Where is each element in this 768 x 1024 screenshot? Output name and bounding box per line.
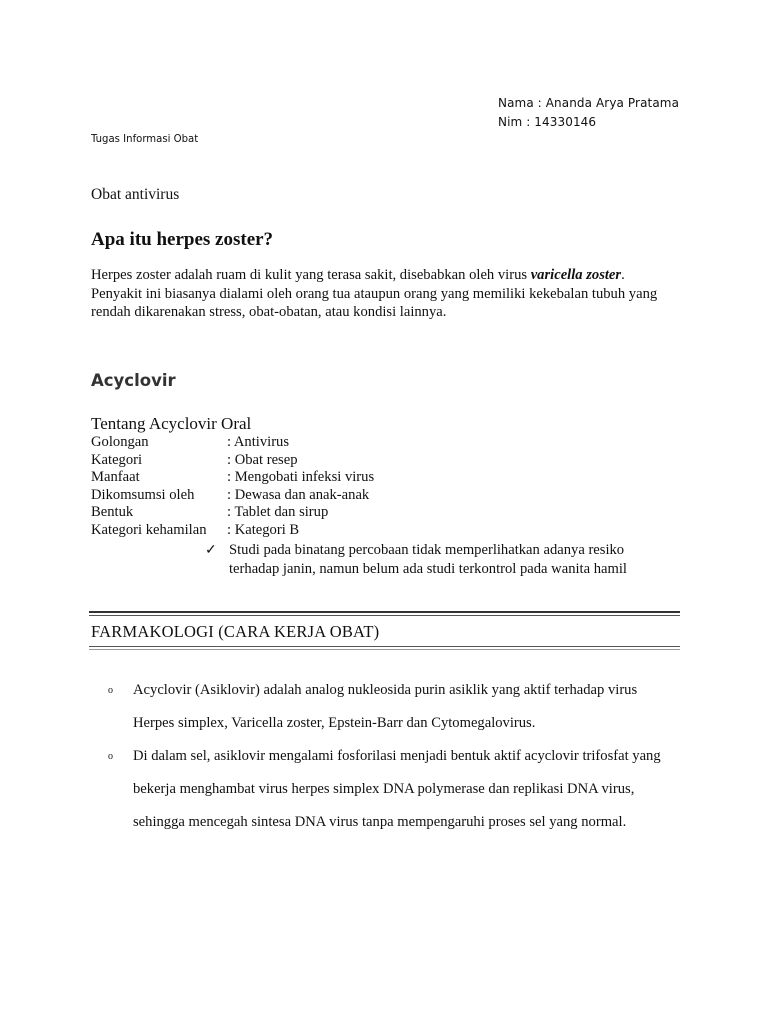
- circle-bullet-icon: o: [108, 685, 113, 696]
- info-row: [91, 434, 374, 452]
- pharmacology-heading: FARMAKOLOGI (CARA KERJA OBAT): [91, 622, 380, 641]
- info-label: Kategori: [91, 451, 143, 468]
- about-title: Tentang Acyclovir Oral: [91, 414, 252, 433]
- info-row: [91, 522, 374, 540]
- info-row: [91, 469, 374, 487]
- list-item-line: sehingga mencegah sintesa DNA virus tanpa mempengaruhi proses sel yang normal.: [133, 814, 627, 830]
- assignment-title: Tugas Informasi Obat: [91, 132, 199, 145]
- section-divider-bottom: [89, 646, 680, 647]
- drug-name-heading: Acyclovir: [91, 371, 176, 390]
- intro-line-3: rendah dikarenakan stress, obat-obatan, atau kondisi lainnya.: [91, 304, 447, 320]
- pregnancy-note: [205, 541, 627, 579]
- intro-line-1-text: Herpes zoster adalah ruam di kulit yang terasa sakit, disebabkan oleh virus: [91, 267, 531, 283]
- list-item-line: Di dalam sel, asiklovir mengalami fosforilasi menjadi bentuk aktif acyclovir trifosfat yang: [133, 748, 661, 764]
- student-info: [498, 94, 679, 132]
- intro-line-1-suffix: .: [621, 267, 625, 283]
- section-divider-bottom-thin: [89, 649, 680, 650]
- intro-line-1: [91, 266, 691, 285]
- section-divider-top: [89, 611, 680, 613]
- info-label: Manfaat: [91, 469, 140, 486]
- list-item-line: Herpes simplex, Varicella zoster, Epstein-Barr dan Cytomegalovirus.: [133, 715, 536, 731]
- info-value: : Antivirus: [227, 434, 290, 450]
- info-label: Golongan: [91, 434, 149, 450]
- student-nim: Nim : 14330146: [498, 115, 597, 129]
- checkmark-icon: ✓: [205, 543, 217, 558]
- pregnancy-note-text: [229, 541, 627, 579]
- section-divider-top-thin: [89, 615, 680, 616]
- question-heading: Apa itu herpes zoster?: [91, 229, 274, 250]
- info-value: : Kategori B: [227, 521, 300, 538]
- list-item: [108, 674, 661, 740]
- info-value: : Mengobati infeksi virus: [227, 469, 375, 486]
- info-label: Kategori kehamilan: [91, 521, 207, 538]
- info-row: [91, 487, 374, 505]
- list-item-line: bekerja menghambat virus herpes simplex DNA polymerase dan replikasi DNA virus,: [133, 781, 635, 797]
- info-label: Dikomsumsi oleh: [91, 486, 195, 503]
- info-row: [91, 452, 374, 470]
- drug-category: Obat antivirus: [91, 186, 180, 203]
- pharmacology-list: [108, 674, 661, 839]
- note-line-2: terhadap janin, namun belum ada studi terkontrol pada wanita hamil: [229, 561, 627, 577]
- list-item-text: [133, 740, 661, 839]
- intro-paragraph: [91, 266, 691, 322]
- list-item-text: [133, 674, 661, 740]
- student-name: Nama : Ananda Arya Pratama: [498, 96, 680, 110]
- virus-name: varicella zoster: [530, 267, 622, 283]
- circle-bullet-icon: o: [108, 751, 113, 762]
- drug-info-table: [91, 434, 374, 540]
- info-value: : Dewasa dan anak-anak: [227, 486, 370, 503]
- info-row: [91, 504, 374, 522]
- list-item-line: Acyclovir (Asiklovir) adalah analog nukleosida purin asiklik yang aktif terhadap virus: [133, 682, 638, 698]
- list-item: [108, 740, 661, 839]
- info-value: : Obat resep: [227, 451, 298, 468]
- info-value: : Tablet dan sirup: [227, 504, 329, 521]
- intro-line-2: Penyakit ini biasanya dialami oleh orang tua ataupun orang yang memiliki kekebalan tubuh yang: [91, 285, 658, 302]
- info-label: Bentuk: [91, 504, 134, 521]
- note-line-1: Studi pada binatang percobaan tidak memperlihatkan adanya resiko: [229, 542, 625, 558]
